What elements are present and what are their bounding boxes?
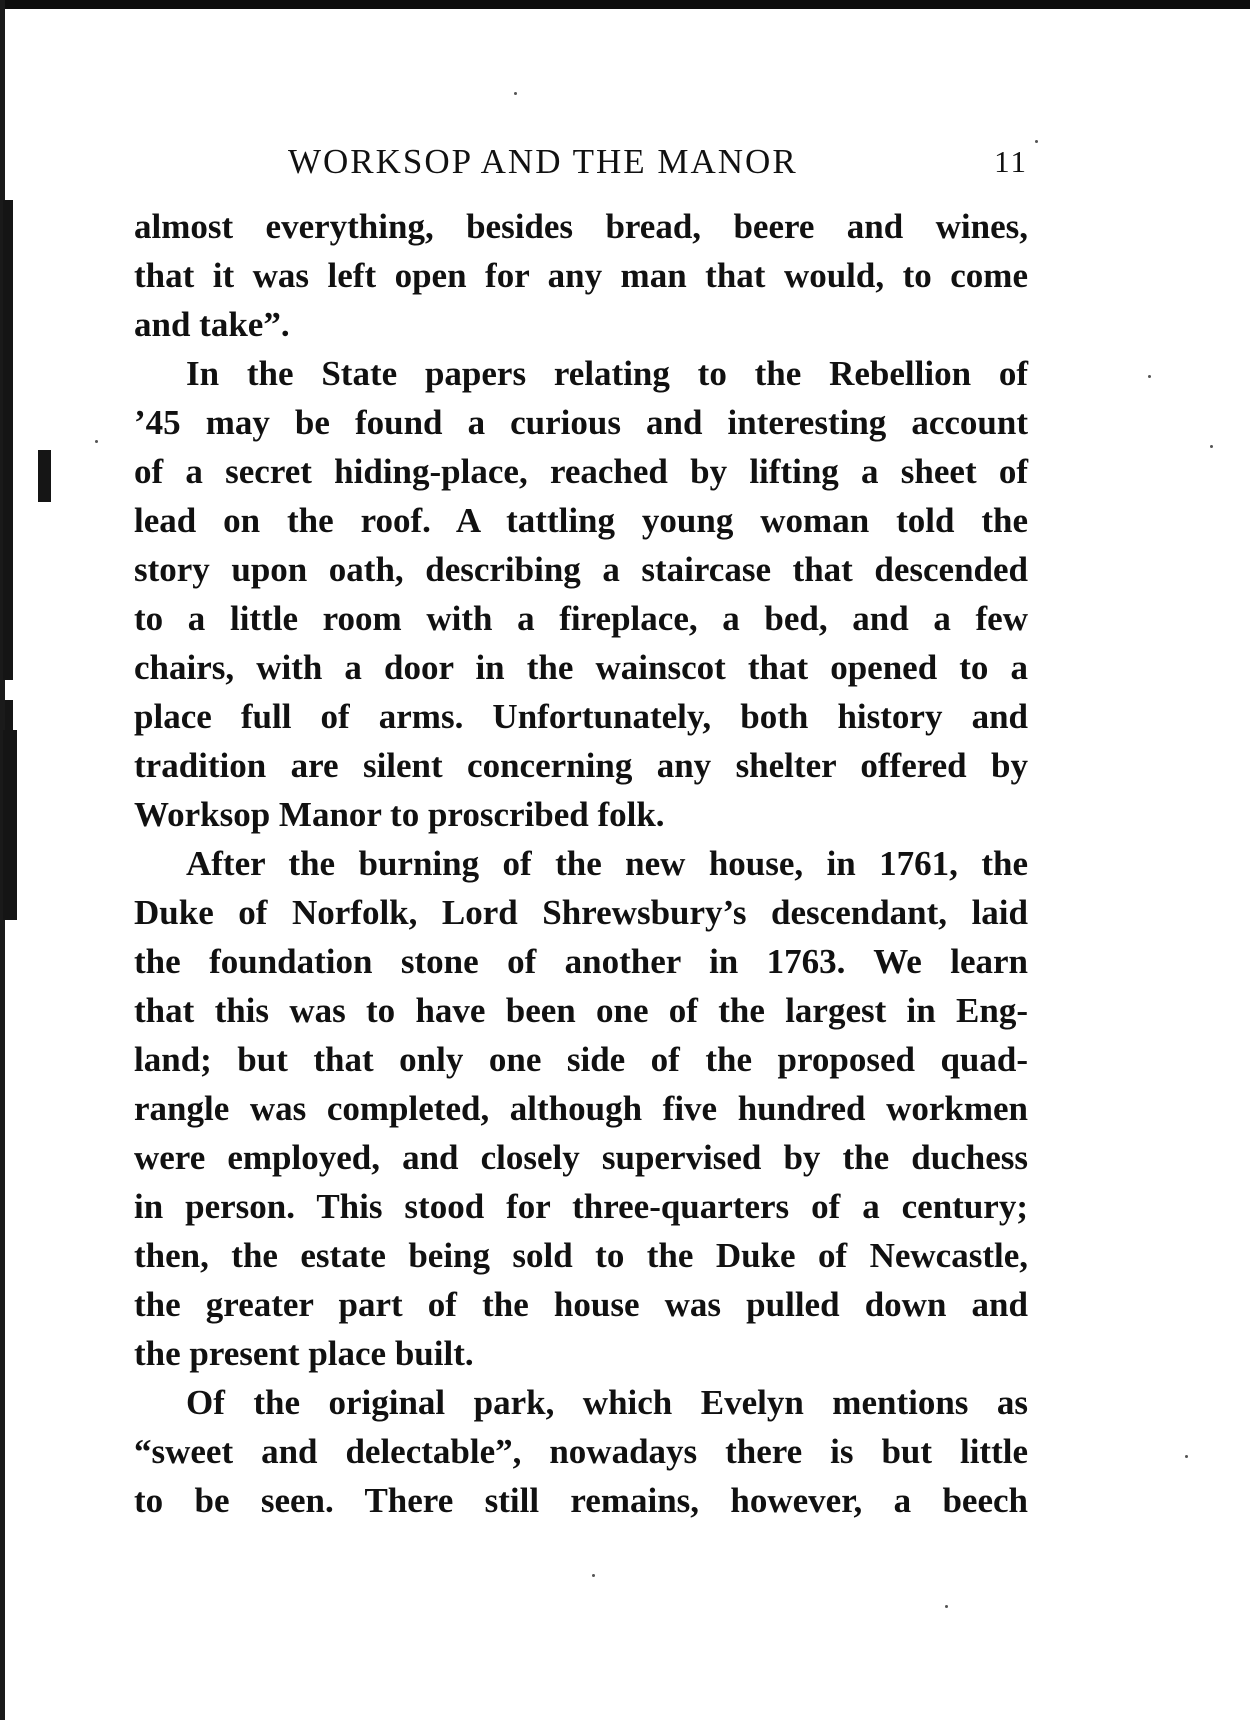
paper-speck: [514, 92, 517, 95]
body-text: [134, 202, 1028, 1525]
text-line: chairs, with a door in the wainscot that opened to a: [134, 648, 1028, 687]
paragraph: [134, 839, 1028, 1378]
paper-speck: [1035, 140, 1038, 143]
text-line: lead on the roof. A tattling young woman told the: [134, 501, 1028, 540]
text-line: in person. This stood for three-quarters of a century;: [134, 1187, 1028, 1226]
text-line: land; but that only one side of the proposed quad-: [134, 1040, 1028, 1079]
text-line: Worksop Manor to proscribed folk.: [134, 795, 665, 834]
paper-speck: [95, 440, 98, 443]
paper-speck: [945, 1605, 948, 1608]
text-line: the foundation stone of another in 1763. We learn: [134, 942, 1028, 981]
text-line: Of the original park, which Evelyn mentions as: [186, 1383, 1028, 1422]
text-line: that this was to have been one of the largest in Eng-: [134, 991, 1028, 1030]
text-line: After the burning of the new house, in 1761, the: [186, 844, 1028, 883]
page-number: 11: [994, 144, 1028, 179]
binding-shadow: [3, 730, 17, 920]
text-line: were employed, and closely supervised by the duchess: [134, 1138, 1028, 1177]
text-line: In the State papers relating to the Rebellion of: [186, 354, 1028, 393]
text-line: the greater part of the house was pulled down and: [134, 1285, 1028, 1324]
text-line: to be seen. There still remains, however, a beech: [134, 1481, 1028, 1520]
binding-shadow: [3, 200, 13, 680]
text-line: tradition are silent concerning any shelter offered by: [134, 746, 1028, 785]
text-line: ’45 may be found a curious and interesting account: [134, 403, 1028, 442]
binding-shadow: [38, 450, 51, 502]
page-header: [134, 140, 1028, 184]
text-line: rangle was completed, although five hundred workmen: [134, 1089, 1028, 1128]
text-line: and take”.: [134, 305, 290, 344]
paper-speck: [1210, 445, 1213, 448]
text-line: the present place built.: [134, 1334, 474, 1373]
top-edge-rule: [0, 0, 1250, 9]
paragraph: [134, 202, 1028, 349]
text-line: then, the estate being sold to the Duke of Newcastle,: [134, 1236, 1028, 1275]
running-title: WORKSOP AND THE MANOR: [288, 142, 798, 181]
text-line: to a little room with a fireplace, a bed, and a few: [134, 599, 1028, 638]
text-line: story upon oath, describing a staircase that descended: [134, 550, 1028, 589]
text-line: of a secret hiding-place, reached by lifting a sheet of: [134, 452, 1028, 491]
text-line: place full of arms. Unfortunately, both history and: [134, 697, 1028, 736]
paragraph: [134, 349, 1028, 839]
paper-speck: [1185, 1455, 1188, 1458]
paper-speck: [592, 1574, 595, 1577]
binding-shadow: [5, 700, 13, 730]
text-line: almost everything, besides bread, beere and wines,: [134, 207, 1028, 246]
paragraph: [134, 1378, 1028, 1525]
text-line: Duke of Norfolk, Lord Shrewsbury’s descendant, laid: [134, 893, 1028, 932]
text-line: “sweet and delectable”, nowadays there is but little: [134, 1432, 1028, 1471]
text-line: that it was left open for any man that would, to come: [134, 256, 1028, 295]
paper-speck: [1148, 375, 1151, 378]
